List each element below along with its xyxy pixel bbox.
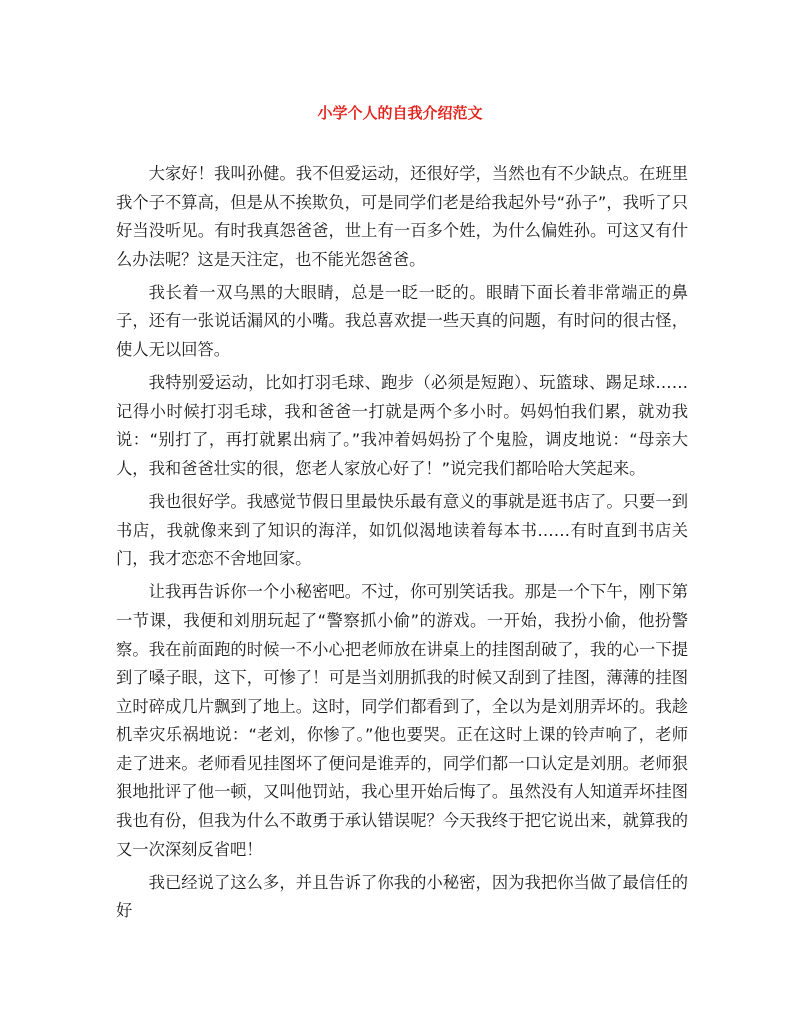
paragraph-3: 我特别爱运动，比如打羽毛球、跑步（必须是短跑）、玩篮球、踢足球……记得小时候打羽毛球，我和爸爸一打就是两个多小时。妈妈怕我们累，就劝我说：“别打了，再打就累出病了。”我冲着妈妈扮了个鬼脸，调皮地说：“母亲大人，我和爸爸壮实的很，您老人家放心好了！”说完我们都哈哈大笑起来。 — [116, 373, 688, 478]
page-title: 小学个人的自我介绍范文 — [317, 104, 483, 122]
paragraph-4: 我也很好学。我感觉节假日里最快乐最有意义的事就是逛书店了。只要一到书店，我就像来到了知识的海洋，如饥似渴地读着每本书……有时直到书店关门，我才恋恋不舍地回家。 — [116, 492, 688, 569]
document-body — [116, 160, 688, 930]
paragraph-2: 我长着一双乌黑的大眼睛，总是一眨一眨的。眼睛下面长着非常端正的鼻子，还有一张说话漏风的小嘴。我总喜欢提一些天真的问题，有时问的很古怪，使人无以回答。 — [116, 282, 688, 360]
paragraph-1: 大家好！我叫孙健。我不但爱运动，还很好学，当然也有不少缺点。在班里我个子不算高，但是从不挨欺负，可是同学们老是给我起外号“孙子”，我听了只好当没听见。有时我真怨爸爸，世上有一百多个姓，为什么偏姓孙。可这又有什么办法呢？这是天注定，也不能光怨爸爸。 — [116, 164, 688, 269]
paragraph-5: 让我再告诉你一个小秘密吧。不过，你可别笑话我。那是一个下午，刚下第一节课，我便和刘朋玩起了“警察抓小偷”的游戏。一开始，我扮小偷，他扮警察。我在前面跑的时候一不小心把老师放在讲桌上的挂图刮破了，我的心一下提到了嗓子眼，这下，可惨了！可是当刘朋抓我的时候又刮到了挂图，薄薄的挂图立时碎成几片飘到了地上。这时，同学们都看到了，全以为是刘朋弄坏的。我趁机幸灾乐祸地说：“老刘，你惨了。”他也要哭。正在这时上课的铃声响了，老师走了进来。老师看见挂图坏了便问是谁弄的，同学们都一口认定是刘朋。老师狠狠地批评了他一顿，又叫他罚站，我心里开始后悔了。虽然没有人知道弄坏挂图我也有份，但我为什么不敢勇于承认错误呢？今天我终于把它说出来，就算我的又一次深刻反省吧！ — [116, 582, 688, 859]
paragraph-6: 我已经说了这么多，并且告诉了你我的小秘密，因为我把你当做了最信任的好 — [116, 872, 688, 921]
